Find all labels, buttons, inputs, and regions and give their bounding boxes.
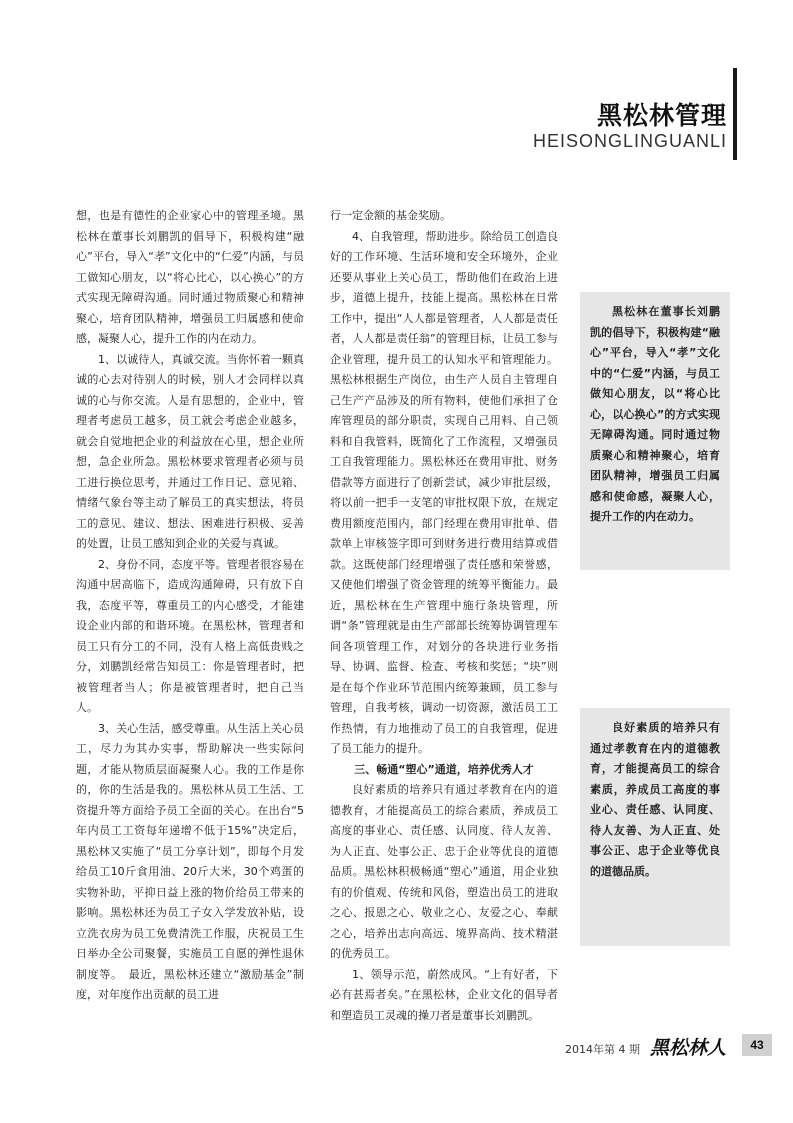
section-subtitle: HEISONGLINGUANLI <box>532 131 727 151</box>
paragraph: 4、自我管理，帮助进步。除给员工创造良好的工作环境、生活环境和安全环境外，企业还要从事业上关心员工，帮助他们在政治上进步，道德上提升，技能上提高。黑松林在日常工作中，提出“人人都是管理者，人人都是责任者，人人都是责任翁”的管理目标，让员工参与企业管理，提升员工的认知水平和管理能力。黑松林根据生产岗位，由生产人员自主管理自己生产产品涉及的所有物料，使他们承担了仓库管理员的部分职责，实现自己用料、自己领料和自我管料，既简化了工作流程，又增强员工自我管理能力。黑松林还在费用审批、财务借款等方面进行了创新尝试，减少审批层级，将以前一把手一支笔的审批权限下放，在规定费用额度范围内，部门经理在费用审批单、借款单上审核签字即可到财务进行费用结算或借款。这既使部门经理增强了责任感和荣誉感，又使他们增强了资金管理的统筹平衡能力。最近，黑松林在生产管理中施行条块管理，所谓“条”管理就是由生产部部长统筹协调管理车间各项管理工作，对划分的各块进行业务指导、协调、监督、检查、考核和奖惩；“块”则是在每个作业环节范围内统筹兼顾，员工参与管理，自我考核，调动一切资源，激活员工工作热情，有力地推动了员工的自我管理，促进了员工能力的提升。 <box>330 229 558 755</box>
paragraph: 良好素质的培养只有通过孝教育在内的道德教育，才能提高员工的综合素质，养成员工高度的事业心、责任感、认同度、待人友善、为人正直、处事公正、忠于企业等优良的道德品质。黑松林积极畅通“塑心”通道，用企业独有的价值观、传统和风俗，塑造出员工的进取之心、报恩之心、敬业之心、友爱之心、奉献之心，培养出志向高远、境界高尚、技术精湛的优秀员工。 <box>330 783 558 960</box>
paragraph: 2、身份不同，态度平等。管理者很容易在沟通中居高临下，造成沟通障碍，只有放下自我，态度平等，尊重员工的内心感受，才能建设企业内部的和谐环境。在黑松林，管理者和员工只有分工的不同，没有人格上高低贵贱之分，刘鹏凯经常告知员工：你是管理者时，把被管理者当人；你是被管理者时，把自己当人。 <box>76 557 304 714</box>
issue-label: 2014年第 4 期 <box>565 1043 640 1056</box>
paragraph: 1、领导示范，蔚然成风。“上有好者，下必有甚焉者矣。”在黑松林，企业文化的倡导者和塑造员工灵魂的操刀者是董事长刘鹏凯。 <box>330 967 558 1022</box>
pull-quote-box <box>580 292 730 570</box>
section-heading: 三、畅通“塑心”通道，培养优秀人才 <box>354 762 534 776</box>
section-title: 黑松林管理 <box>596 101 727 130</box>
pull-quote-text: 黑松林在董事长刘鹏凯的倡导下，积极构建“融心”平台，导入“孝”文化中的“仁爱”内涵，与员工做知心朋友，以“将心比心，以心换心”的方式实现无障碍沟通。同时通过物质聚心和精神聚心，培育团队精神，增强员工归属感和使命感，凝聚人心，提升工作的内在动力。 <box>590 305 720 523</box>
paragraph: 3、关心生活，感受尊重。从生活上关心员工，尽力为其办实事，帮助解决一些实际问题，才能从物质层面凝聚人心。我的工作是你的，你的生活是我的。黑松林从员工生活、工资提升等方面给予员工全面的关心。在出台“5年内员工工资每年递增不低于15%”决定后，黑松林又实施了“员工分享计划”，即每个月发给员工10斤食用油、20斤大米，30个鸡蛋的实物补助，平抑日益上涨的物价给员工带来的影响。黑松林还为员工子女入学发放补贴，设立洗衣房为员工免费清洗工作服，庆祝员工生日举办全公司聚餐，实施员工自愿的弹性退休制度等。 最近，黑松林还建立“激励基金”制度，对年度作出贡献的员工进 <box>76 721 304 1001</box>
paragraph: 1、以诚待人，真诚交流。当你怀着一颗真诚的心去对待别人的时候，别人才会同样以真诚的心与你交流。人是有思想的，企业中，管理者考虑员工越多，员工就会考虑企业越多，就会自觉地把企业的利益放在心里，想企业所想，急企业所急。黑松林要求管理者必须与员工进行换位思考，并通过工作日记、意见箱、情绪气象台等主动了解员工的真实想法，将员工的意见、建议、想法、困难进行积极、妥善的处置，让员工感知到企业的关爱与真诚。 <box>76 352 304 550</box>
pull-quote-text: 良好素质的培养只有通过孝教育在内的道德教育，才能提高员工的综合素质，养成员工高度的事业心、责任感、认同度、待人友善、为人正直、处事公正、忠于企业等优良的道德品质。 <box>590 721 720 878</box>
left-column <box>76 206 304 1006</box>
paragraph: 行一定金额的基金奖励。 <box>330 209 451 222</box>
paragraph: 想，也是有德性的企业家心中的管理圣境。黑松林在董事长刘鹏凯的倡导下，积极构建“融心”平台，导入“孝”文化中的“仁爱”内涵，与员工做知心朋友，以“将心比心，以心换心”的方式实现无障碍沟通。同时通过物质聚心和精神聚心，培育团队精神，增强员工归属感和使命感，凝聚人心，提升工作的内在动力。 <box>76 209 304 345</box>
middle-column <box>330 206 558 1026</box>
pull-quote-box <box>580 708 730 946</box>
header-rule <box>733 68 737 160</box>
magazine-logo: 黑松林人 <box>650 1037 727 1059</box>
page-number: 43 <box>742 1034 772 1056</box>
